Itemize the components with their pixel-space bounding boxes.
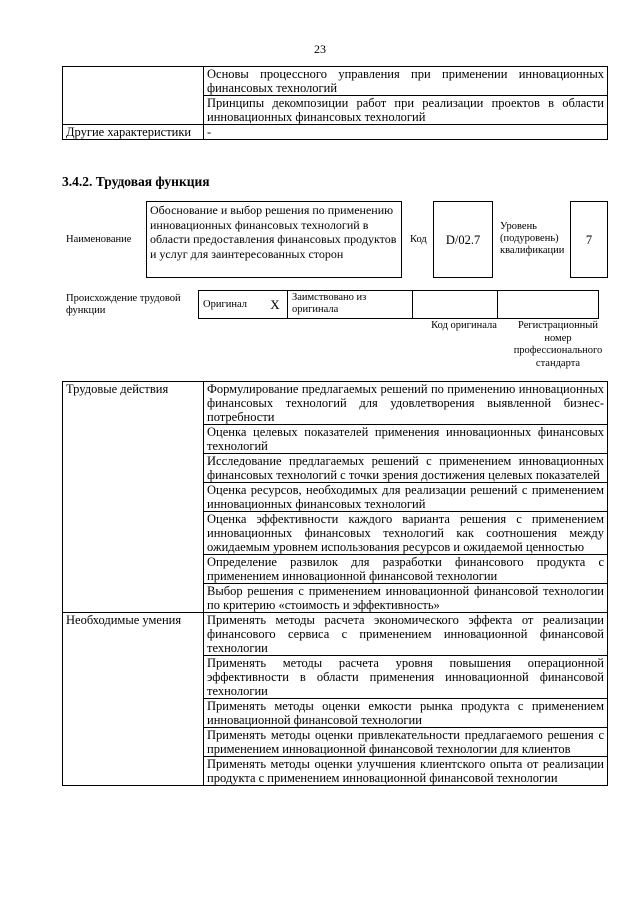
original-mark: X xyxy=(263,291,288,319)
name-label: Наименование xyxy=(66,234,132,245)
table-row xyxy=(199,291,599,319)
table-row xyxy=(63,125,608,140)
function-name-box: Обоснование и выбор решения по применению инновационных финансовых технологий в области предоставления финансовых продуктов и услуг для заинтересованных сторон xyxy=(146,201,402,278)
skill-item: Применять методы оценки улучшения клиентского опыта от реализации продукта с применением инновационной финансовой технологии xyxy=(204,757,608,786)
skill-item: Применять методы расчета уровня повышения операционной эффективности в области применения инновационной финансовой технологии xyxy=(204,656,608,699)
skill-item: Применять методы оценки привлекательности предлагаемого решения с применением инновационной финансовой технологии для клиентов xyxy=(204,728,608,757)
code-original-caption: Код оригинала xyxy=(431,320,497,331)
labor-action-item: Формулирование предлагаемых решений по применению инновационных финансовых технологий для удовлетворения выявленной бизнес-потребности xyxy=(204,382,608,425)
original-label: Оригинал xyxy=(199,291,264,319)
code-original-cell xyxy=(413,291,498,319)
top-table xyxy=(62,66,608,140)
skill-item: Применять методы расчета экономического эффекта от реализации финансового сервиса с применением инновационной финансовой технологии xyxy=(204,613,608,656)
origin-label: Происхождение трудовой функции xyxy=(66,293,181,316)
borrowed-label: Заимствовано из оригинала xyxy=(288,291,413,319)
other-characteristics-label: Другие характеристики xyxy=(63,125,204,140)
labor-action-item: Оценка ресурсов, необходимых для реализации решений с применением инновационных финансовых технологий xyxy=(204,483,608,512)
table-row xyxy=(63,382,608,425)
table-row xyxy=(63,613,608,656)
other-characteristics-value: - xyxy=(204,125,608,140)
table-row xyxy=(63,67,608,96)
code-value-box: D/02.7 xyxy=(433,201,493,278)
labor-action-item: Определение развилок для разработки финансового продукта с применением инновационной финансовой технологии xyxy=(204,555,608,584)
level-label: Уровень (подуровень) квалификации xyxy=(500,221,565,256)
page-number: 23 xyxy=(314,42,326,56)
registration-number-cell xyxy=(498,291,599,319)
table-cell: Основы процессного управления при применении инновационных финансовых технологий xyxy=(204,67,608,96)
level-value-box: 7 xyxy=(570,201,608,278)
main-table xyxy=(62,381,608,786)
empty-label-cell xyxy=(63,67,204,125)
labor-action-item: Оценка целевых показателей применения инновационных финансовых технологий xyxy=(204,425,608,454)
labor-actions-label: Трудовые действия xyxy=(63,382,204,613)
skills-label: Необходимые умения xyxy=(63,613,204,786)
labor-action-item: Исследование предлагаемых решений с применением инновационных финансовых технологий с точки зрения достижения целевых показателей xyxy=(204,454,608,483)
registration-number-caption: Регистрационный номер профессионального стандарта xyxy=(513,320,603,369)
table-cell: Принципы декомпозиции работ при реализации проектов в области инновационных финансовых технологий xyxy=(204,96,608,125)
labor-action-item: Оценка эффективности каждого варианта решения с применением инновационных финансовых технологий как соотношения между ожидаемым уровнем использования ресурсов и ожидаемой ценностью xyxy=(204,512,608,555)
origin-table xyxy=(198,290,599,319)
section-title: 3.4.2. Трудовая функция xyxy=(62,174,210,189)
labor-action-item: Выбор решения с применением инновационной финансовой технологии по критерию «стоимость и эффективность» xyxy=(204,584,608,613)
code-label: Код xyxy=(410,234,427,245)
skill-item: Применять методы оценки емкости рынка продукта с применением инновационной финансовой технологии xyxy=(204,699,608,728)
